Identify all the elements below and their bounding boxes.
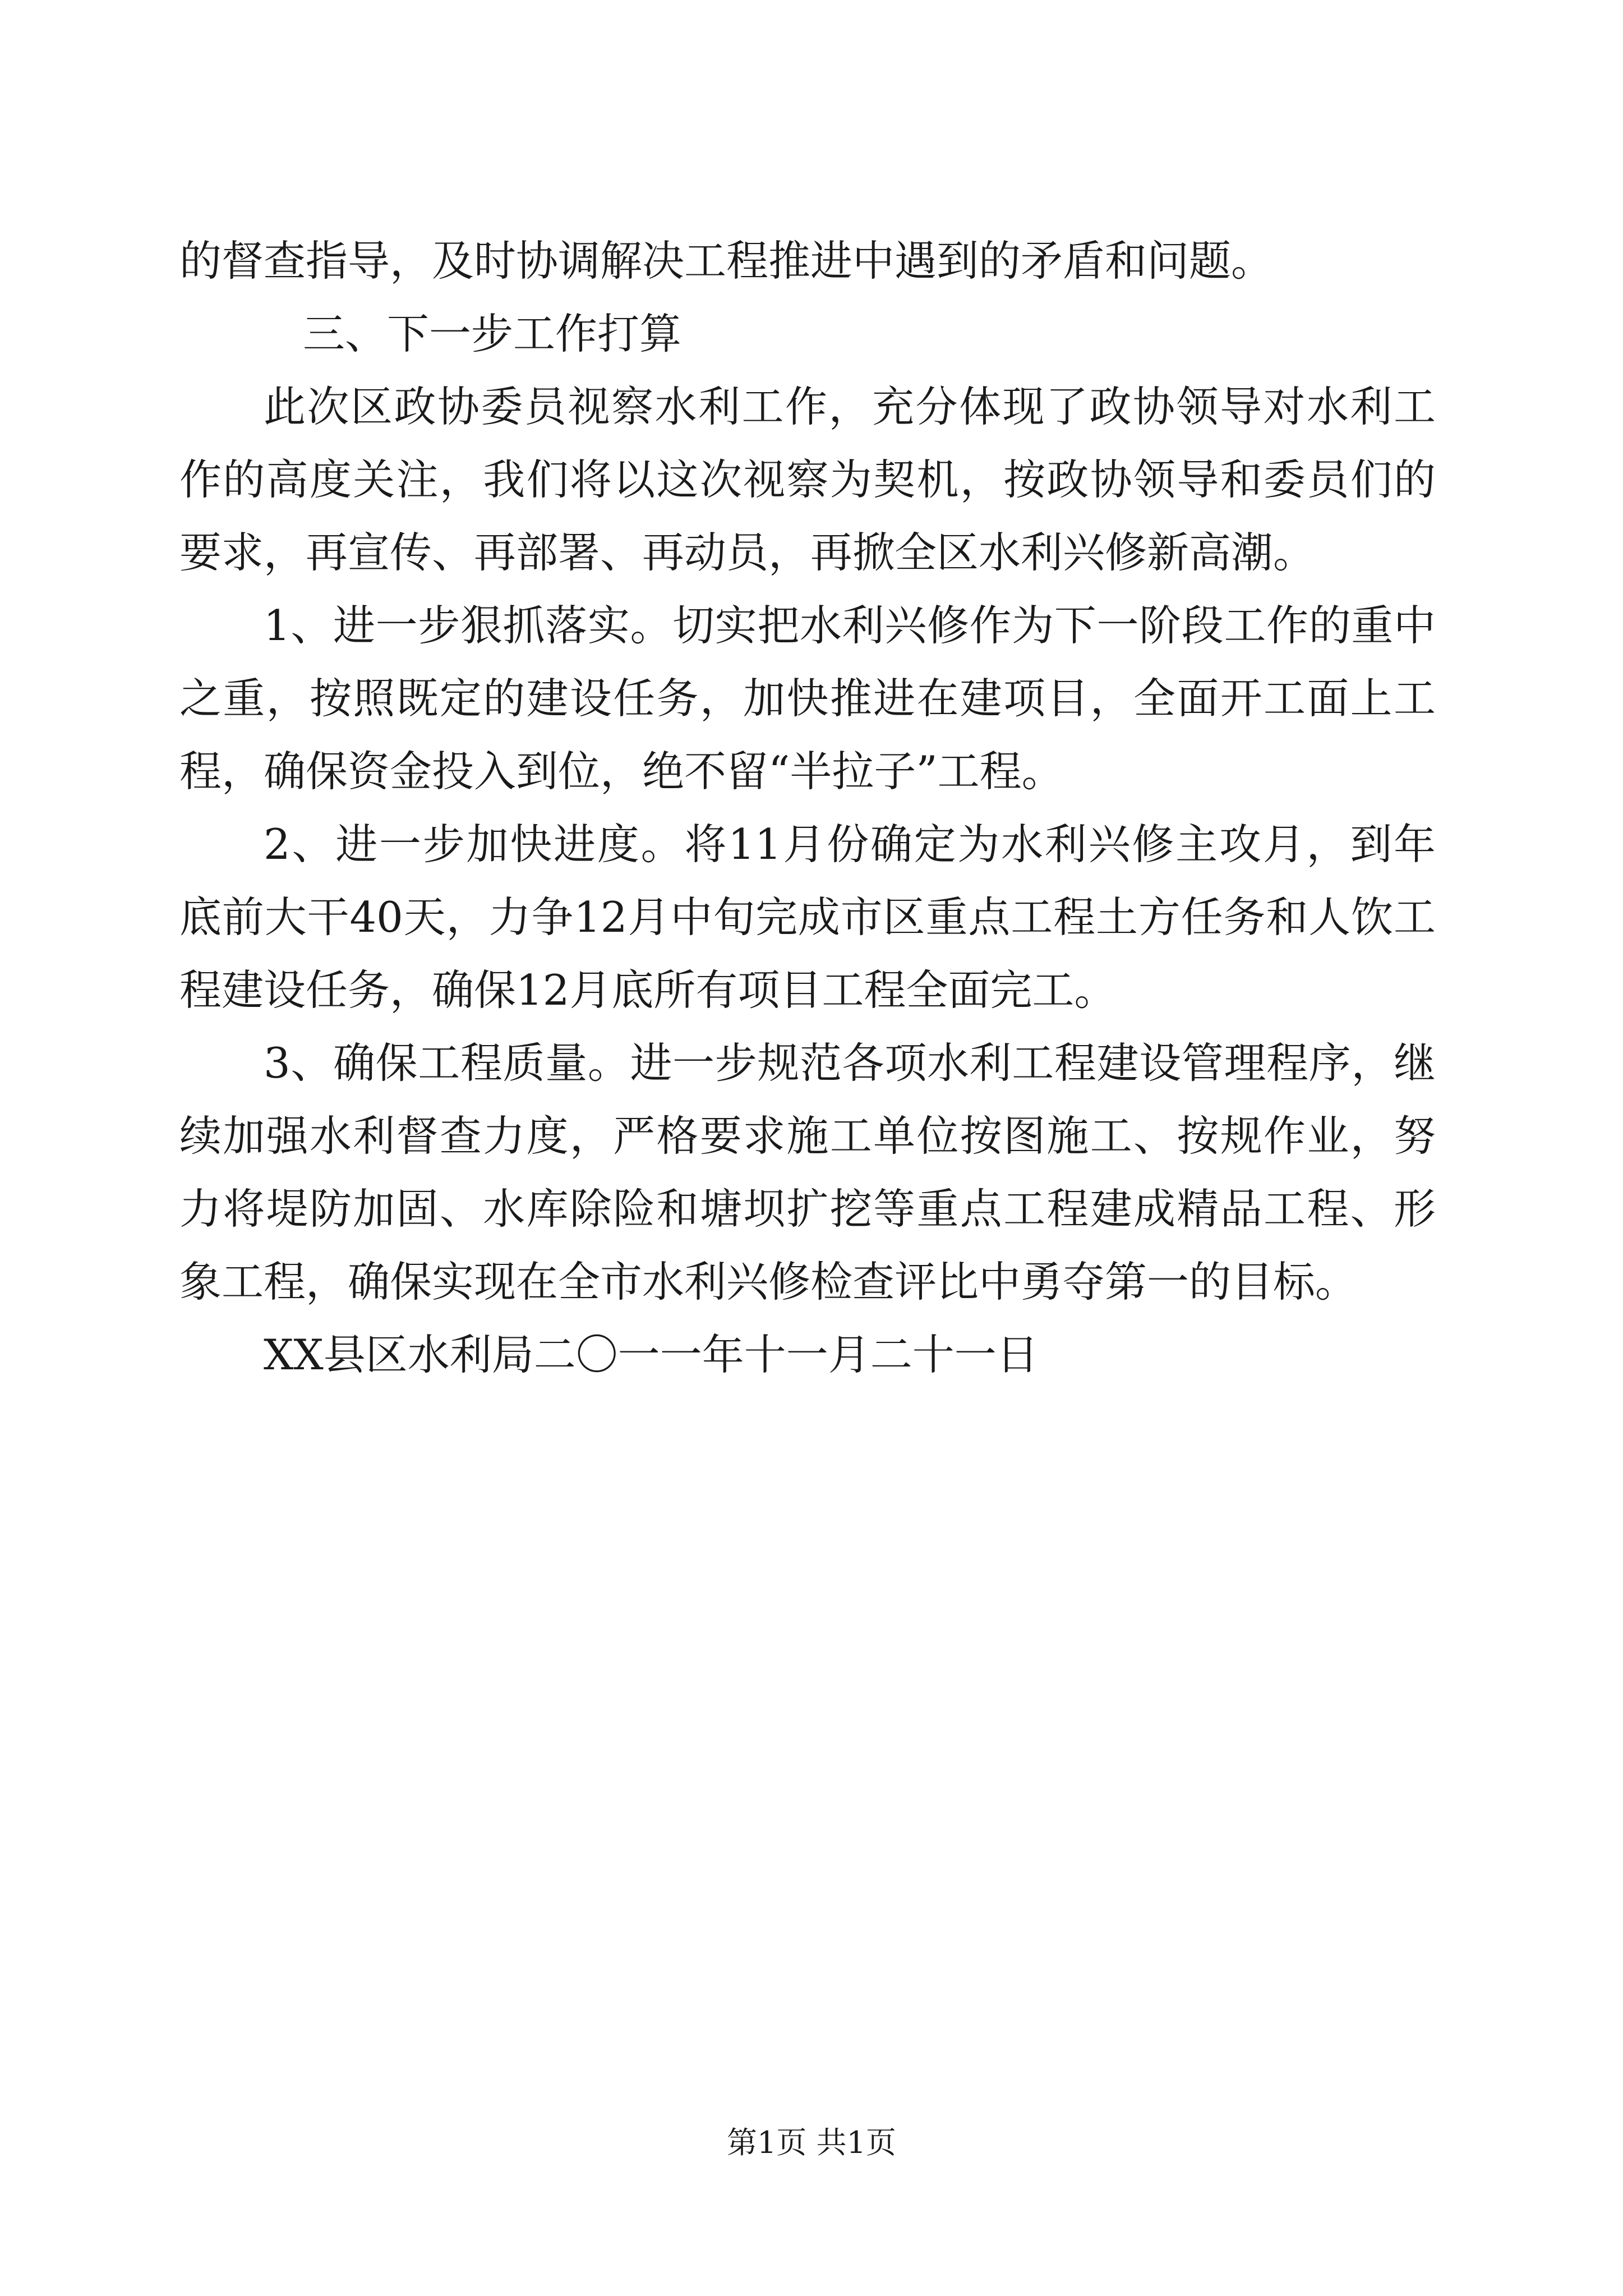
paragraph-intro: 此次区政协委员视察水利工作，充分体现了政协领导对水利工作的高度关注，我们将以这次视察为契机，按政协领导和委员们的要求，再宣传、再部署、再动员，再掀全区水利兴修新高潮。 <box>179 382 1436 577</box>
paragraph-item-3: 3、确保工程质量。进一步规范各项水利工程建设管理程序，继续加强水利督查力度，严格要求施工单位按图施工、按规作业，努力将堤防加固、水库除险和塘坝扩挖等重点工程建成精品工程、形象工程，确保实现在全市水利兴修检查评比中勇夺第一的目标。 <box>179 1038 1436 1306</box>
paragraph-continuation: 的督查指导，及时协调解决工程推进中遇到的矛盾和问题。 <box>179 236 1274 286</box>
section-heading: 三、下一步工作打算 <box>303 309 682 358</box>
paragraph-item-2: 2、进一步加快进度。将11月份确定为水利兴修主攻月，到年底前大干40天，力争12月中旬完成市区重点工程土方任务和人饮工程建设任务，确保12月底所有项目工程全面完工。 <box>179 820 1436 1015</box>
signature-date-line: XX县区水利局二〇一一年十一月二十一日 <box>264 1330 1039 1379</box>
paragraph-item-1: 1、进一步狠抓落实。切实把水利兴修作为下一阶段工作的重中之重，按照既定的建设任务，加快推进在建项目，全面开工面上工程，确保资金投入到位，绝不留“半拉子”工程。 <box>179 601 1436 796</box>
document-body <box>179 224 1436 1391</box>
page-number-footer: 第1页 共1页 <box>727 2125 896 2160</box>
